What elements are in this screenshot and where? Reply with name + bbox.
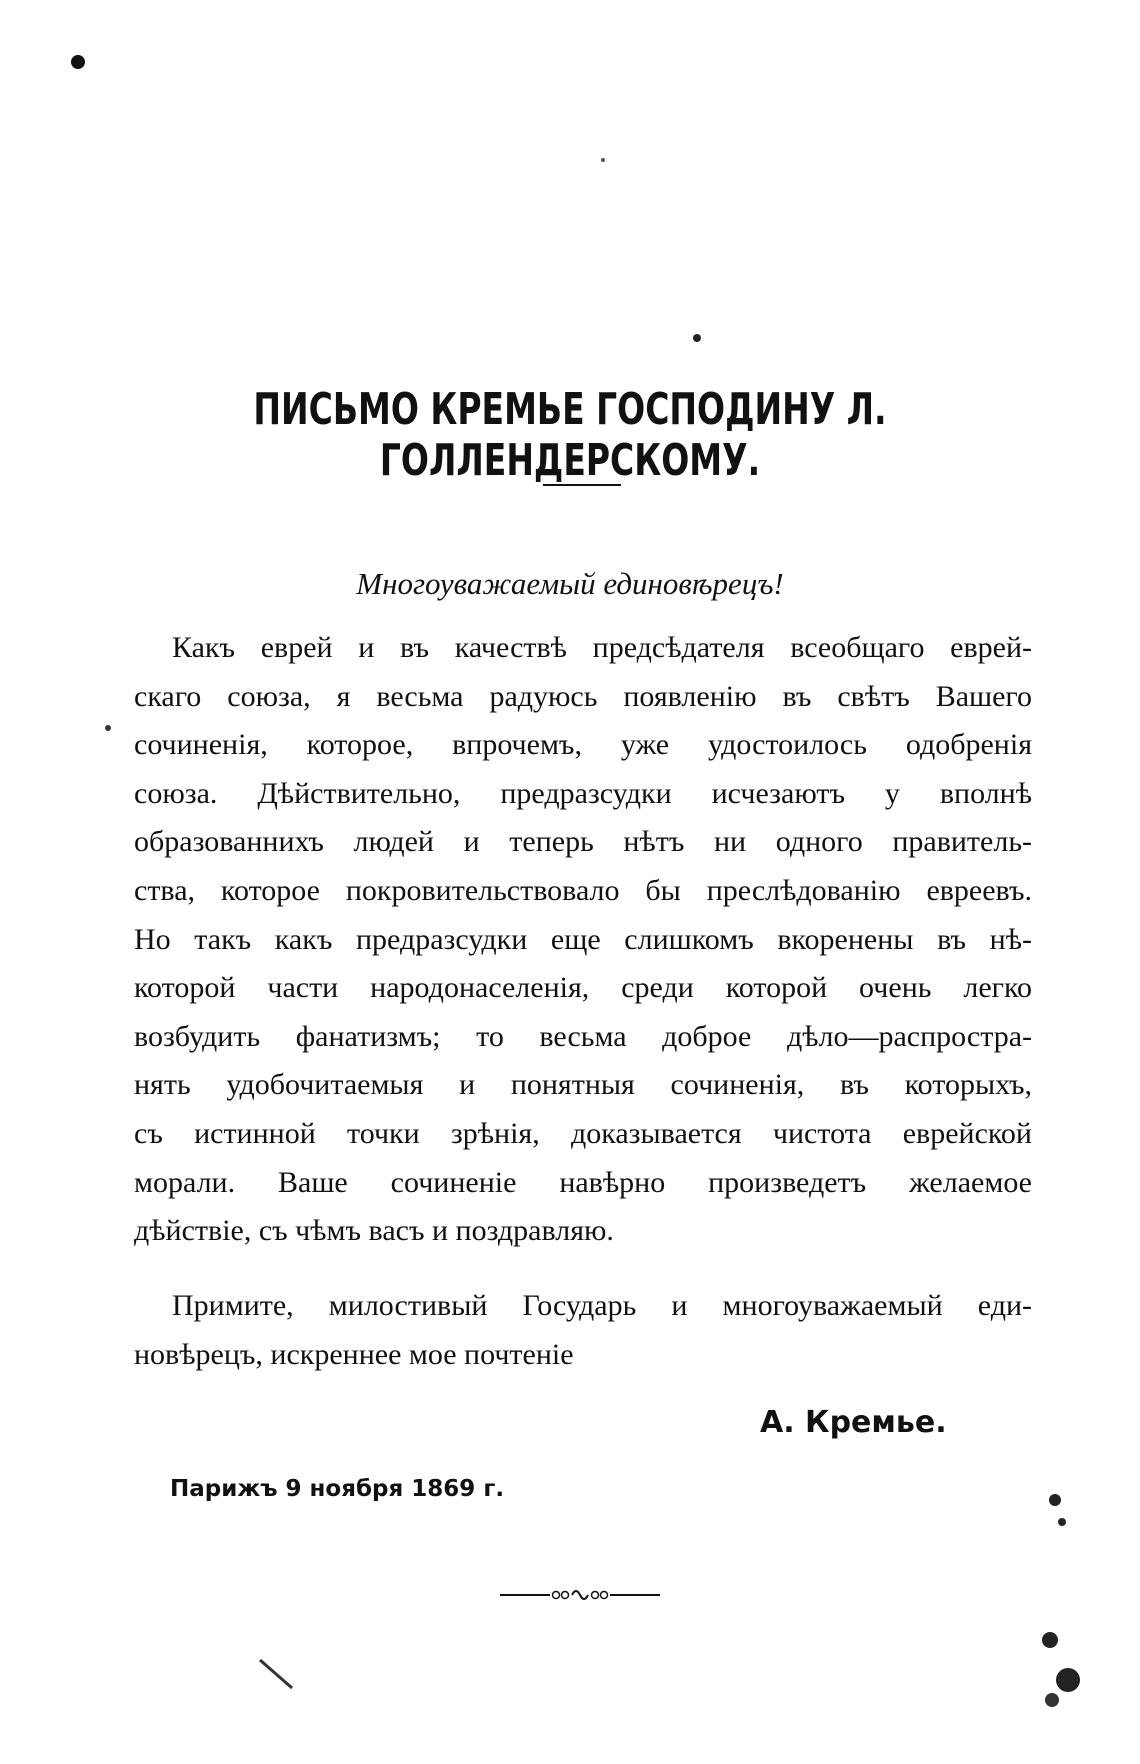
body-line: морали. Ваше сочиненіе навѣрно произведетъ желаемое <box>134 1165 1032 1199</box>
end-ornament <box>500 1580 660 1610</box>
body-line: сочиненія, которое, впрочемъ, уже удостоилось одобренія <box>134 728 1032 762</box>
body-line: Какъ еврей и въ качествѣ предсѣдателя всеобщаго еврей- <box>172 631 1032 664</box>
body-line: съ истинной точки зрѣнія, доказывается чистота еврейской <box>134 1116 1032 1150</box>
body-line: нять удобочитаемыя и понятныя сочиненія, въ которыхъ, <box>134 1068 1032 1102</box>
body-line: ства, которое покровительствовало бы преслѣдованію евреевъ. <box>134 873 1032 907</box>
body-line: образованнихъ людей и теперь нѣтъ ни одного правитель- <box>134 825 1032 859</box>
body-line: возбудить фанатизмъ; то весьма доброе дѣло—распростра- <box>134 1019 1032 1053</box>
body-line: дѣйствіе, съ чѣмъ васъ и поздравляю. <box>134 1214 614 1248</box>
letter-closing <box>134 1282 1032 1379</box>
body-line: союза. Дѣйствительно, предразсудки исчезаютъ у вполнѣ <box>134 776 1032 810</box>
body-line: Но такъ какъ предразсудки еще слишкомъ вкоренены въ нѣ- <box>134 922 1032 956</box>
signature: А. Кремье. <box>760 1405 947 1440</box>
body-line: которой части народонаселенія, среди которой очень легко <box>134 971 1032 1005</box>
document-title: ПИСЬМО КРЕМЬЕ ГОСПОДИНУ Л. ГОЛЛЕНДЕРСКОМУ. <box>253 384 887 486</box>
body-line: скаго союза, я весьма радуюсь появленію въ свѣтъ Вашего <box>134 679 1032 713</box>
place-date: Парижъ 9 ноября 1869 г. <box>170 1476 505 1502</box>
salutation: Многоуважаемый единовѣрецъ! <box>356 566 784 601</box>
letter-body <box>134 624 1032 1256</box>
title-divider <box>543 484 621 486</box>
closing-line: Примите, милостивый Государь и многоуважаемый еди- <box>172 1289 1032 1322</box>
closing-line: новѣрецъ, искреннее мое почтеніе <box>134 1337 574 1371</box>
